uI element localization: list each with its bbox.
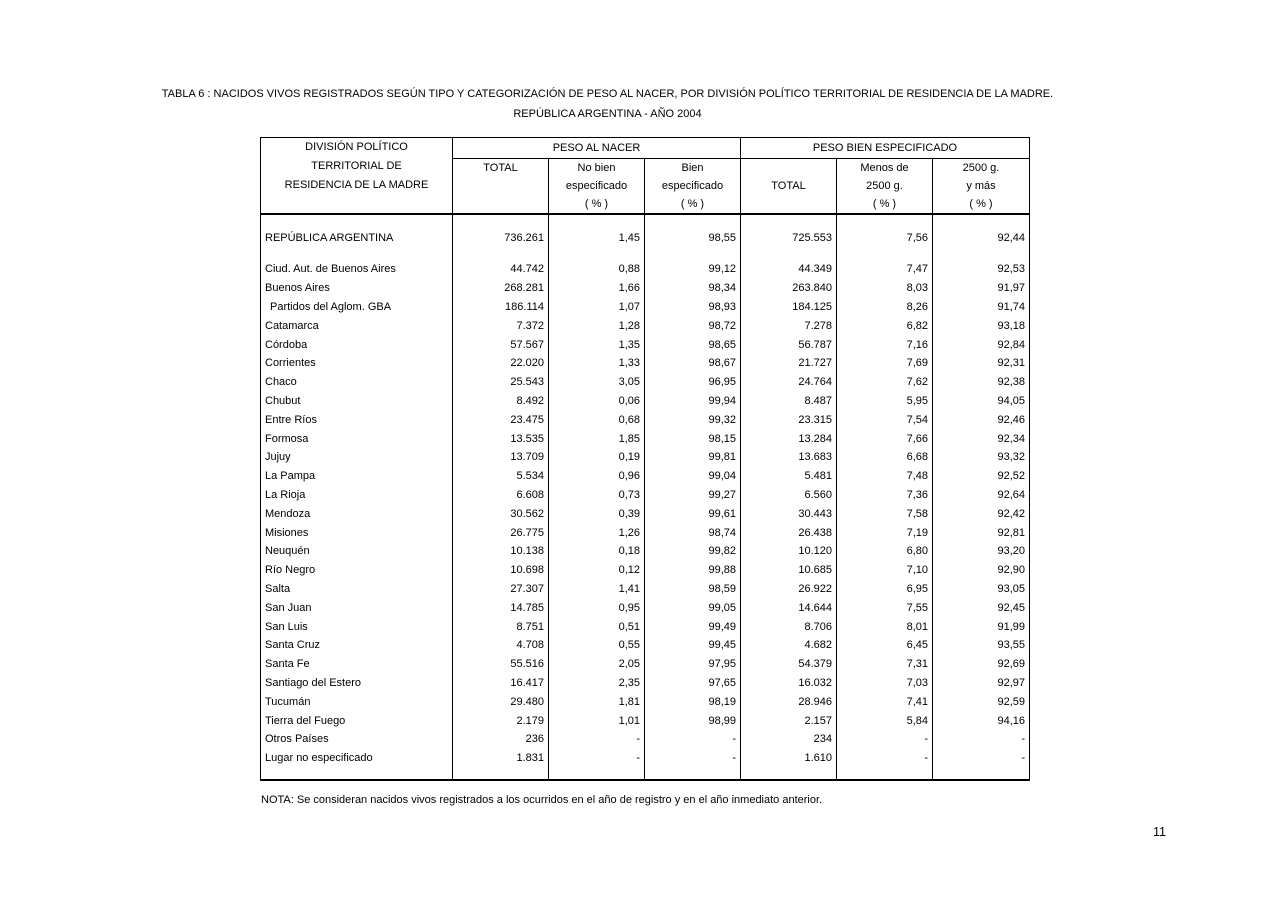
row-value: 236 <box>453 730 549 749</box>
row-value: 1,66 <box>549 279 645 298</box>
row-value: 14.644 <box>741 598 837 617</box>
row-value: 10.685 <box>741 561 837 580</box>
row-label: Neuquén <box>265 545 310 558</box>
row-value: 92,52 <box>933 467 1030 486</box>
row-value: 13.683 <box>741 448 837 467</box>
table-title: TABLA 6 : NACIDOS VIVOS REGISTRADOS SEGÚN TIPO Y CATEGORIZACIÓN DE PESO AL NACER, POR DIVISIÓN POLÍTICO TERRITORIAL DE RESIDENCIA DE LA MADRE. <box>161 88 1054 100</box>
row-label: Entre Ríos <box>265 413 317 426</box>
row-value: 0,68 <box>549 410 645 429</box>
row-value: 16.417 <box>453 674 549 693</box>
row-value: 99,61 <box>645 504 741 523</box>
row-value: 99,82 <box>645 542 741 561</box>
row-value: 1,01 <box>549 711 645 730</box>
table-row <box>261 692 1030 711</box>
row-value: 13.709 <box>453 448 549 467</box>
row-label: Lugar no especificado <box>265 752 373 765</box>
table-row <box>261 316 1030 335</box>
row-label: La Pampa <box>265 470 316 483</box>
row-value: 6,45 <box>837 636 933 655</box>
row-value: 7,62 <box>837 373 933 392</box>
row-value: 92,59 <box>933 692 1030 711</box>
table-row <box>261 335 1030 354</box>
row-value: 29.480 <box>453 692 549 711</box>
row-value: 10.138 <box>453 542 549 561</box>
table-row <box>261 410 1030 429</box>
row-label: Mendoza <box>265 507 311 520</box>
row-value: 28.946 <box>741 692 837 711</box>
row-value: 8.492 <box>453 392 549 411</box>
row-value: 0,88 <box>549 260 645 279</box>
row-value: - <box>837 749 933 768</box>
table-row <box>261 749 1030 768</box>
footnote: NOTA: Se consideran nacidos vivos registrados a los ocurridos en el año de registro y en el año inmediato anterior. <box>261 794 823 806</box>
row-value: 8,01 <box>837 617 933 636</box>
row-label: Santiago del Estero <box>265 676 362 689</box>
row-value: 7,58 <box>837 504 933 523</box>
row-value: 0,73 <box>549 486 645 505</box>
row-label: Corrientes <box>265 357 316 370</box>
row-value: 7,41 <box>837 692 933 711</box>
row-value: 7,48 <box>837 467 933 486</box>
row-value: 6,80 <box>837 542 933 561</box>
row-value: 6,68 <box>837 448 933 467</box>
table-row <box>261 392 1030 411</box>
row-value: 0,39 <box>549 504 645 523</box>
row-value: 263.840 <box>741 279 837 298</box>
row-value: 98,19 <box>645 692 741 711</box>
row-value: 93,55 <box>933 636 1030 655</box>
row-label: La Rioja <box>265 488 306 501</box>
row-value: 98,99 <box>645 711 741 730</box>
row-value: 99,32 <box>645 410 741 429</box>
row-value: 2,35 <box>549 674 645 693</box>
row-value: 7,03 <box>837 674 933 693</box>
row-value: 10.698 <box>453 561 549 580</box>
row-value: 4.682 <box>741 636 837 655</box>
row-value: 0,19 <box>549 448 645 467</box>
row-label: Jujuy <box>265 451 291 464</box>
table-bottom-spacer <box>261 768 1030 780</box>
row-value: 1,85 <box>549 429 645 448</box>
row-value: 7,19 <box>837 523 933 542</box>
row-value: 94,16 <box>933 711 1030 730</box>
table-row <box>261 523 1030 542</box>
row-value: - <box>645 749 741 768</box>
table-subtitle: REPÚBLICA ARGENTINA - AÑO 2004 <box>513 108 702 120</box>
row-value: 92,42 <box>933 504 1030 523</box>
row-value: 184.125 <box>741 298 837 317</box>
row-value: 26.922 <box>741 580 837 599</box>
row-value: 16.032 <box>741 674 837 693</box>
row-value: 92,46 <box>933 410 1030 429</box>
row-value: 0,18 <box>549 542 645 561</box>
row-value: 99,05 <box>645 598 741 617</box>
row-value: 0,55 <box>549 636 645 655</box>
row-label: Formosa <box>265 432 309 445</box>
row-value: - <box>549 730 645 749</box>
row-value: 57.567 <box>453 335 549 354</box>
table-row <box>261 467 1030 486</box>
row-value: 7.372 <box>453 316 549 335</box>
row-value: 99,94 <box>645 392 741 411</box>
page-number: 11 <box>1153 825 1166 839</box>
row-value: 1,45 <box>549 214 645 260</box>
row-value: 6,82 <box>837 316 933 335</box>
row-value: 98,93 <box>645 298 741 317</box>
row-value: 92,69 <box>933 655 1030 674</box>
row-value: 7,66 <box>837 429 933 448</box>
row-value: 94,05 <box>933 392 1030 411</box>
row-value: 0,51 <box>549 617 645 636</box>
table-row <box>261 636 1030 655</box>
row-value: 13.284 <box>741 429 837 448</box>
row-value: 0,06 <box>549 392 645 411</box>
row-value: 56.787 <box>741 335 837 354</box>
row-value: - <box>933 749 1030 768</box>
row-value: 7,31 <box>837 655 933 674</box>
row-value: 736.261 <box>453 214 549 260</box>
row-value: 92,97 <box>933 674 1030 693</box>
row-value: 1,07 <box>549 298 645 317</box>
row-value: 268.281 <box>453 279 549 298</box>
row-value: 92,81 <box>933 523 1030 542</box>
group-header-row <box>261 138 1030 159</box>
row-label: Salta <box>265 582 291 595</box>
row-value: 92,53 <box>933 260 1030 279</box>
row-label: Córdoba <box>265 338 308 351</box>
row-label: Santa Cruz <box>265 639 321 652</box>
row-value: 99,81 <box>645 448 741 467</box>
row-value: 91,74 <box>933 298 1030 317</box>
table-row <box>261 448 1030 467</box>
row-value: 8,03 <box>837 279 933 298</box>
row-value: 26.438 <box>741 523 837 542</box>
row-value: 44.349 <box>741 260 837 279</box>
row-label: Catamarca <box>265 319 319 332</box>
row-value: 3,05 <box>549 373 645 392</box>
row-value: 186.114 <box>453 298 549 317</box>
table-row <box>261 674 1030 693</box>
row-value: 8,26 <box>837 298 933 317</box>
row-value: 98,74 <box>645 523 741 542</box>
row-value: - <box>549 749 645 768</box>
row-value: 5.481 <box>741 467 837 486</box>
row-value: 92,44 <box>933 214 1030 260</box>
row-value: 1,26 <box>549 523 645 542</box>
births-by-weight-table <box>260 137 1030 781</box>
row-value: 92,45 <box>933 598 1030 617</box>
stub-header <box>261 138 453 215</box>
row-value: 30.443 <box>741 504 837 523</box>
table-row <box>261 711 1030 730</box>
stub-header-line: TERRITORIAL DE <box>311 160 402 172</box>
row-label: San Juan <box>265 601 312 614</box>
table-row <box>261 298 1030 317</box>
row-value: - <box>933 730 1030 749</box>
table-body <box>261 214 1030 780</box>
table-row <box>261 354 1030 373</box>
table-row <box>261 580 1030 599</box>
table-row <box>261 260 1030 279</box>
row-label: Otros Países <box>265 733 329 746</box>
row-value: 8.487 <box>741 392 837 411</box>
row-value: 725.553 <box>741 214 837 260</box>
row-label: Misiones <box>265 526 309 539</box>
row-value: 98,15 <box>645 429 741 448</box>
row-value: 1,41 <box>549 580 645 599</box>
row-value: 1,33 <box>549 354 645 373</box>
table-row <box>261 373 1030 392</box>
row-value: 92,34 <box>933 429 1030 448</box>
table-row <box>261 542 1030 561</box>
row-value: 2,05 <box>549 655 645 674</box>
row-value: 93,32 <box>933 448 1030 467</box>
group-header-peso-al-nacer: PESO AL NACER <box>453 138 741 159</box>
row-label: Tierra del Fuego <box>265 714 346 727</box>
row-value: 92,90 <box>933 561 1030 580</box>
stub-header-line: DIVISIÓN POLÍTICO <box>305 141 408 153</box>
row-value: 23.315 <box>741 410 837 429</box>
row-value: 98,72 <box>645 316 741 335</box>
table-row <box>261 561 1030 580</box>
row-label: Chubut <box>265 394 301 407</box>
table-row <box>261 486 1030 505</box>
row-value: 98,34 <box>645 279 741 298</box>
column-header-bien-especificado: Bien especificado ( % ) <box>645 159 741 215</box>
row-value: 7,54 <box>837 410 933 429</box>
row-value: 0,12 <box>549 561 645 580</box>
row-value: 98,59 <box>645 580 741 599</box>
row-label: San Luis <box>265 620 308 633</box>
row-label: Tucumán <box>265 695 311 708</box>
row-value: 93,20 <box>933 542 1030 561</box>
column-header-no-bien-especificado: No bien especificado ( % ) <box>549 159 645 215</box>
row-value: 92,64 <box>933 486 1030 505</box>
row-value: 8.706 <box>741 617 837 636</box>
row-value: 14.785 <box>453 598 549 617</box>
row-value: 13.535 <box>453 429 549 448</box>
table-row <box>261 598 1030 617</box>
row-label: Buenos Aires <box>265 282 330 295</box>
row-value: 98,67 <box>645 354 741 373</box>
row-value: 26.775 <box>453 523 549 542</box>
row-value: 98,65 <box>645 335 741 354</box>
row-value: 7,10 <box>837 561 933 580</box>
row-value: 5,84 <box>837 711 933 730</box>
row-value: 7,55 <box>837 598 933 617</box>
row-value: 10.120 <box>741 542 837 561</box>
table-row <box>261 214 1030 260</box>
row-value: 0,96 <box>549 467 645 486</box>
row-value: - <box>645 730 741 749</box>
row-label: Río Negro <box>265 564 316 577</box>
column-header-menos-2500: Menos de 2500 g. ( % ) <box>837 159 933 215</box>
row-value: 6.560 <box>741 486 837 505</box>
row-value: 96,95 <box>645 373 741 392</box>
row-value: 54.379 <box>741 655 837 674</box>
row-value: 7,56 <box>837 214 933 260</box>
row-value: 23.475 <box>453 410 549 429</box>
row-value: 99,88 <box>645 561 741 580</box>
row-value: 27.307 <box>453 580 549 599</box>
row-value: 44.742 <box>453 260 549 279</box>
row-value: 1,35 <box>549 335 645 354</box>
row-value: 22.020 <box>453 354 549 373</box>
table-header <box>261 138 1030 215</box>
row-value: 99,27 <box>645 486 741 505</box>
row-value: 97,65 <box>645 674 741 693</box>
row-value: 1.610 <box>741 749 837 768</box>
column-header-2500-y-mas: 2500 g. y más ( % ) <box>933 159 1030 215</box>
row-value: 7.278 <box>741 316 837 335</box>
row-value: 1,81 <box>549 692 645 711</box>
row-value: 7,47 <box>837 260 933 279</box>
column-header-total: TOTAL <box>453 159 549 215</box>
row-value: 1,28 <box>549 316 645 335</box>
row-value: 4.708 <box>453 636 549 655</box>
row-value: 55.516 <box>453 655 549 674</box>
row-value: 99,12 <box>645 260 741 279</box>
table-row <box>261 730 1030 749</box>
table-row <box>261 279 1030 298</box>
row-value: 98,55 <box>645 214 741 260</box>
row-value: 8.751 <box>453 617 549 636</box>
row-value: 234 <box>741 730 837 749</box>
row-value: 24.764 <box>741 373 837 392</box>
table-row <box>261 429 1030 448</box>
row-value: 91,97 <box>933 279 1030 298</box>
row-value: 21.727 <box>741 354 837 373</box>
row-value: 5,95 <box>837 392 933 411</box>
row-value: 25.543 <box>453 373 549 392</box>
row-label: Chaco <box>265 376 297 389</box>
row-value: 92,38 <box>933 373 1030 392</box>
row-value: 2.179 <box>453 711 549 730</box>
row-value: 92,84 <box>933 335 1030 354</box>
row-value: 92,31 <box>933 354 1030 373</box>
row-value: 5.534 <box>453 467 549 486</box>
row-value: 93,18 <box>933 316 1030 335</box>
row-label: Santa Fe <box>265 658 310 671</box>
row-value: 30.562 <box>453 504 549 523</box>
row-value: 6.608 <box>453 486 549 505</box>
row-value: 97,95 <box>645 655 741 674</box>
row-label: Ciud. Aut. de Buenos Aires <box>265 263 396 276</box>
row-value: 91,99 <box>933 617 1030 636</box>
row-value: 99,45 <box>645 636 741 655</box>
row-value: 99,04 <box>645 467 741 486</box>
row-label: REPÚBLICA ARGENTINA <box>265 231 394 244</box>
row-value: 99,49 <box>645 617 741 636</box>
row-value: 7,16 <box>837 335 933 354</box>
column-header-total-bien-especificado: TOTAL <box>741 159 837 215</box>
stub-header-line: RESIDENCIA DE LA MADRE <box>284 179 429 191</box>
row-value: 6,95 <box>837 580 933 599</box>
row-value: 93,05 <box>933 580 1030 599</box>
table-row <box>261 504 1030 523</box>
row-value: 2.157 <box>741 711 837 730</box>
row-label: Partidos del Aglom. GBA <box>270 300 392 313</box>
table-row <box>261 617 1030 636</box>
row-value: 7,69 <box>837 354 933 373</box>
row-value: 1.831 <box>453 749 549 768</box>
table-row <box>261 655 1030 674</box>
row-value: 7,36 <box>837 486 933 505</box>
row-value: - <box>837 730 933 749</box>
row-value: 0,95 <box>549 598 645 617</box>
group-header-peso-bien-especificado: PESO BIEN ESPECIFICADO <box>741 138 1030 159</box>
